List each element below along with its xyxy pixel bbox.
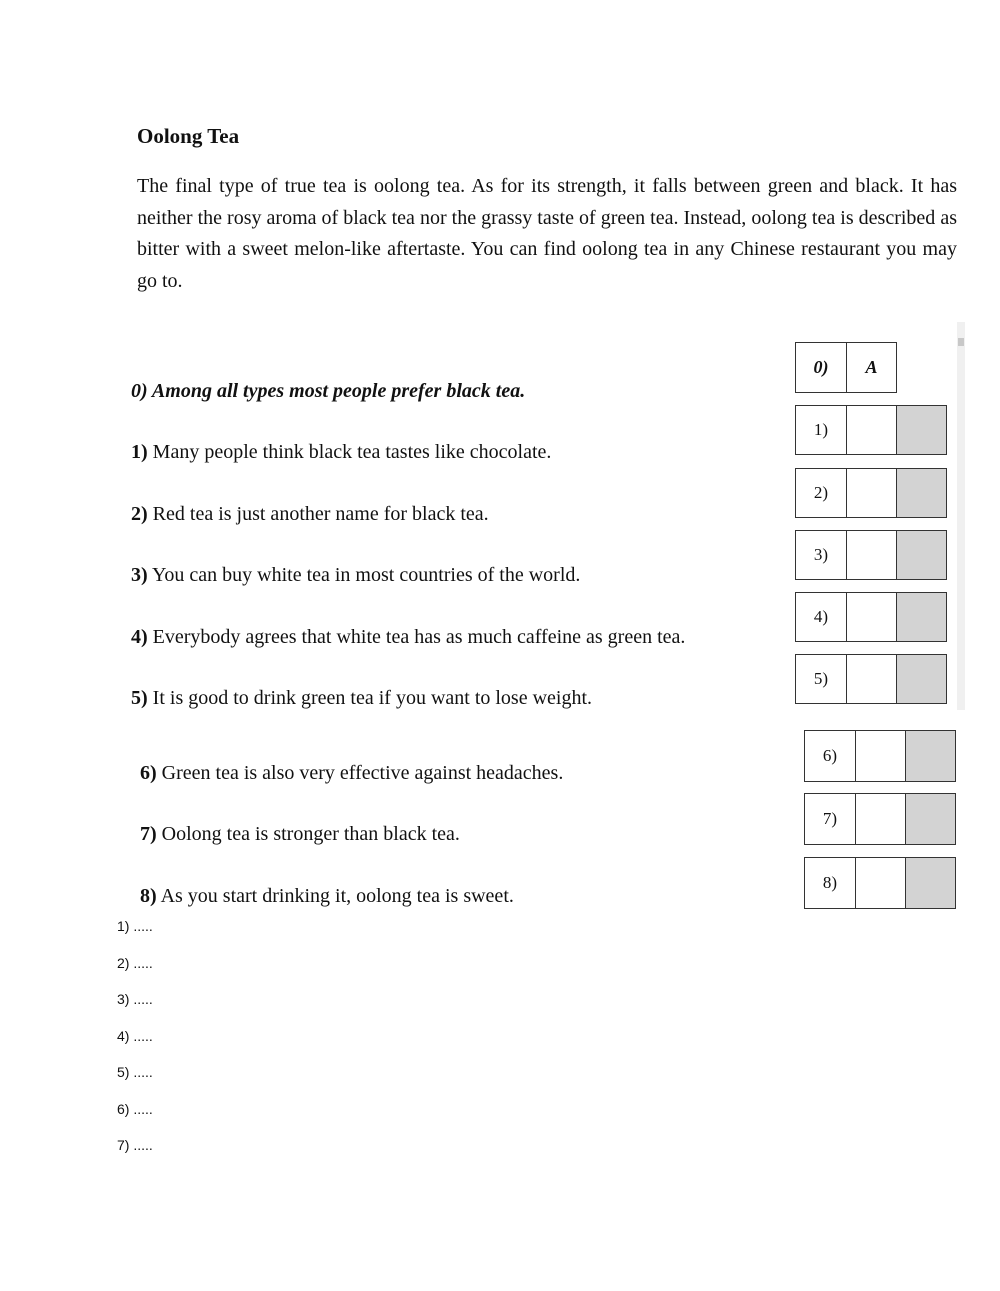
answer-feedback-cell <box>896 469 946 517</box>
statement-7 <box>140 823 460 846</box>
statement-text: Oolong tea is stronger than black tea. <box>161 823 460 845</box>
answer-box-5 <box>795 654 947 704</box>
statement-6 <box>140 762 563 785</box>
example-box-answer: A <box>846 343 896 392</box>
answer-line-3[interactable]: 3) ..... <box>117 991 153 1007</box>
statement-4 <box>131 626 685 649</box>
answer-box-label: 4) <box>813 607 829 626</box>
answer-box-label: 5) <box>813 669 829 688</box>
answer-input-5[interactable] <box>846 655 896 703</box>
statement-number: 8) <box>140 885 157 907</box>
answer-feedback-cell <box>896 655 946 703</box>
answer-feedback-cell <box>905 731 955 781</box>
statement-text: Everybody agrees that white tea has as much caffeine as green tea. <box>152 626 686 648</box>
statement-text: As you start drinking it, oolong tea is sweet. <box>160 885 514 907</box>
answer-box-8 <box>804 857 956 909</box>
answer-box-label: 6) <box>822 746 838 765</box>
answer-feedback-cell <box>905 858 955 908</box>
answer-line-2[interactable]: 2) ..... <box>117 955 153 971</box>
statement-number: 3) <box>131 564 148 586</box>
example-box-label: 0) <box>813 357 829 377</box>
statement-number: 5) <box>131 687 148 709</box>
answer-feedback-cell <box>896 593 946 641</box>
statement-1 <box>131 441 551 464</box>
answer-input-4[interactable] <box>846 593 896 641</box>
statement-number: 4) <box>131 626 148 648</box>
statement-2 <box>131 503 489 526</box>
answer-input-7[interactable] <box>855 794 905 844</box>
answer-box-7 <box>804 793 956 845</box>
scrollbar-track[interactable] <box>957 322 965 710</box>
statement-text: Green tea is also very effective against headaches. <box>161 762 564 784</box>
answer-feedback-cell <box>905 794 955 844</box>
answer-box-label: 8) <box>822 873 838 892</box>
statement-8 <box>140 885 514 908</box>
example-answer-box <box>795 342 897 393</box>
answer-input-2[interactable] <box>846 469 896 517</box>
statement-number: 7) <box>140 823 157 845</box>
statement-number: 6) <box>140 762 157 784</box>
answer-line-5[interactable]: 5) ..... <box>117 1064 153 1080</box>
answer-box-1 <box>795 405 947 455</box>
answer-box-4 <box>795 592 947 642</box>
answer-box-6 <box>804 730 956 782</box>
answer-input-6[interactable] <box>855 731 905 781</box>
statement-text: Many people think black tea tastes like chocolate. <box>152 441 552 463</box>
answer-line-6[interactable]: 6) ..... <box>117 1101 153 1117</box>
page-title: Oolong Tea <box>137 124 240 148</box>
passage-paragraph: The final type of true tea is oolong tea. As for its strength, it falls between green and black. It has neither the rosy aroma of black tea nor the grassy taste of green tea. Instead, oolong tea is described as bitter with a sweet melon-like aftertaste. You can find oolong tea in any Chinese restaurant you may go to. <box>137 175 957 292</box>
answer-input-1[interactable] <box>846 406 896 454</box>
answer-line-4[interactable]: 4) ..... <box>117 1028 153 1044</box>
example-statement: 0) Among all types most people prefer black tea. <box>131 380 526 402</box>
answer-box-label: 7) <box>822 809 838 828</box>
statement-text: Red tea is just another name for black tea. <box>152 503 489 525</box>
answer-box-label: 3) <box>813 545 829 564</box>
answer-box-label: 1) <box>813 420 829 439</box>
answer-line-1[interactable]: 1) ..... <box>117 918 153 934</box>
answer-box-label: 2) <box>813 483 829 502</box>
scrollbar-thumb[interactable] <box>958 338 964 346</box>
answer-feedback-cell <box>896 406 946 454</box>
answer-input-8[interactable] <box>855 858 905 908</box>
statement-text: You can buy white tea in most countries of the world. <box>151 564 581 586</box>
answer-box-3 <box>795 530 947 580</box>
answer-line-7[interactable]: 7) ..... <box>117 1137 153 1153</box>
statement-text: It is good to drink green tea if you want to lose weight. <box>152 687 593 709</box>
answer-box-2 <box>795 468 947 518</box>
statement-3 <box>131 564 580 587</box>
answer-feedback-cell <box>896 531 946 579</box>
answer-input-3[interactable] <box>846 531 896 579</box>
statement-5 <box>131 687 592 710</box>
statement-number: 2) <box>131 503 148 525</box>
statement-number: 1) <box>131 441 148 463</box>
